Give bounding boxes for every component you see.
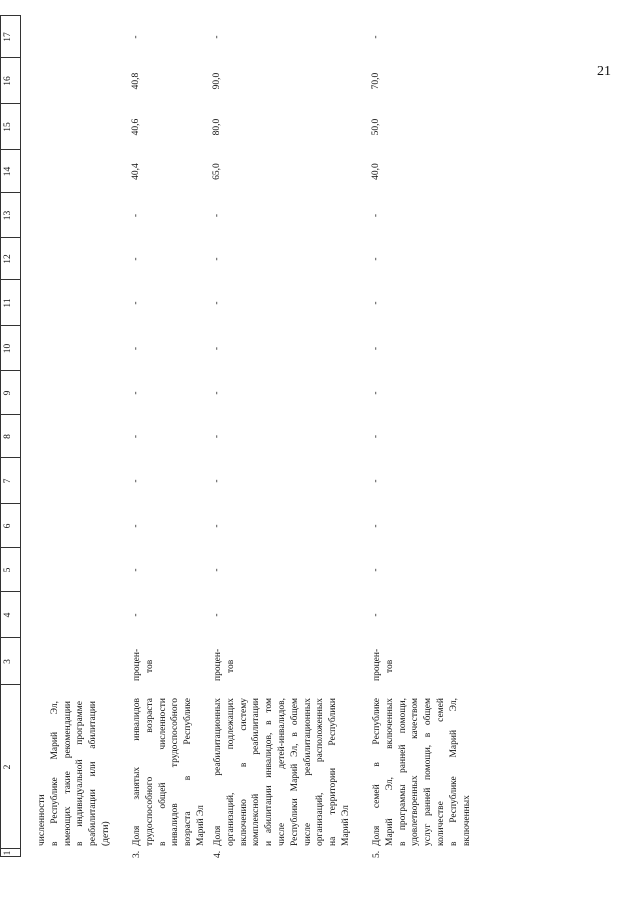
value-cell: 40,4 [131, 163, 141, 180]
unit-line: тов [384, 659, 395, 673]
value-cell: 40,6 [131, 118, 141, 136]
unit-line: процен- [372, 648, 382, 681]
description-line: включенных [461, 795, 472, 846]
unit-of-measure [212, 641, 238, 681]
value-cell: 40,8 [131, 72, 141, 90]
value-cell: - [212, 524, 222, 528]
value-cell: - [212, 479, 222, 483]
page-number: 21 [597, 64, 611, 79]
value-cell: - [212, 434, 222, 439]
column-header-9: 9 [3, 390, 13, 396]
indicator-description [36, 701, 113, 846]
description-line: в Республике Марий Эл, [49, 701, 60, 846]
value-cell: - [131, 35, 141, 39]
unit-line: процен- [213, 648, 223, 681]
description-line: услуг ранней помощи, в общем [423, 698, 434, 846]
value-cell: - [371, 613, 381, 617]
column-header-12: 12 [3, 254, 13, 264]
description-line: Доля реабилитационных [213, 698, 223, 846]
value-cell: 40,0 [371, 163, 381, 180]
description-line: в общей численности [157, 698, 168, 846]
value-cell: 90,0 [212, 72, 222, 90]
unit-line: тов [225, 659, 236, 673]
column-header-5: 5 [3, 567, 13, 573]
unit-of-measure [131, 641, 157, 681]
description-line: в индивидуальной программе [75, 701, 86, 846]
description-line: Марий Эл [195, 805, 206, 846]
description-line: удовлетворенных качеством [410, 698, 421, 846]
unit-of-measure [371, 641, 397, 681]
value-cell: - [131, 213, 141, 218]
value-cell: - [371, 213, 381, 218]
description-line: количестве семей [435, 698, 446, 846]
value-cell: - [371, 434, 381, 439]
value-cell: 80,0 [212, 118, 222, 136]
value-cell: - [371, 301, 381, 305]
value-cell: - [371, 568, 381, 572]
column-header-13: 13 [3, 210, 13, 221]
value-cell: - [212, 35, 222, 39]
column-header-6: 6 [3, 523, 13, 529]
description-line: имеющих такие рекомендации [62, 701, 73, 846]
column-header-8: 8 [3, 434, 13, 439]
value-cell: - [131, 479, 141, 483]
value-cell: - [131, 524, 141, 528]
value-cell: - [371, 257, 381, 261]
row-number: 5. [372, 850, 382, 858]
value-cell: - [131, 346, 141, 351]
description-line: возраста в Республике [183, 698, 194, 846]
description-line: Доля семей в Республике [372, 698, 382, 846]
value-cell: - [371, 35, 381, 39]
value-cell: - [212, 613, 222, 617]
description-line: организаций, расположенных [315, 698, 326, 846]
unit-line: тов [144, 659, 155, 673]
description-line: комплексной реабилитации [251, 698, 262, 846]
description-line: организаций, подлежащих [225, 698, 236, 846]
description-line: числе реабилитационных [302, 698, 313, 846]
value-cell: - [131, 257, 141, 261]
column-header-2: 2 [3, 764, 13, 770]
description-line: на территории Республики [328, 698, 339, 846]
value-cell: - [212, 301, 222, 305]
description-line: Доля занятых инвалидов [132, 698, 142, 846]
description-line: (дети) [100, 821, 111, 846]
value-cell: - [131, 613, 141, 617]
row-number: 3. [132, 850, 142, 858]
row-number: 4. [213, 850, 223, 858]
column-header-11: 11 [3, 298, 13, 308]
value-cell: 65,0 [212, 163, 222, 180]
column-header-15: 15 [3, 122, 13, 132]
value-cell: - [371, 479, 381, 483]
header-row-border [20, 15, 21, 857]
value-cell: - [212, 257, 222, 261]
description-line: реабилитации или абилитации [88, 701, 99, 846]
description-line: Марий Эл [340, 805, 351, 846]
unit-line: процен- [132, 648, 142, 681]
description-line: включению в систему [238, 698, 249, 846]
column-header-1: 1 [3, 850, 13, 856]
indicator-description [371, 698, 473, 846]
value-cell: - [131, 568, 141, 572]
description-line: численности [37, 794, 47, 846]
column-header-4: 4 [3, 612, 13, 618]
table-top-border [0, 15, 1, 857]
value-cell: - [131, 301, 141, 305]
description-line: и абилитации инвалидов, в том [264, 698, 275, 846]
description-line: числе детей-инвалидов, [276, 698, 287, 846]
value-cell: - [371, 391, 381, 395]
column-header-10: 10 [3, 343, 13, 354]
column-header-17: 17 [3, 32, 13, 42]
value-cell: - [131, 391, 141, 395]
value-cell: - [371, 524, 381, 528]
column-header-14: 14 [3, 166, 13, 177]
description-line: Республики Марий Эл, в общем [289, 698, 300, 846]
description-line: инвалидов трудоспособного [170, 698, 181, 846]
description-line: в программы ранней помощи, [397, 698, 408, 846]
value-cell: 70,0 [371, 72, 381, 90]
value-cell: - [131, 434, 141, 439]
column-header-3: 3 [3, 659, 13, 664]
value-cell: - [212, 391, 222, 395]
value-cell: - [212, 346, 222, 351]
value-cell: - [212, 213, 222, 218]
value-cell: - [371, 346, 381, 351]
value-cell: - [212, 568, 222, 572]
description-line: в Республике Марий Эл, [448, 698, 459, 846]
column-header-16: 16 [3, 76, 13, 86]
description-line: трудоспособного возраста [144, 698, 155, 846]
indicator-description [212, 698, 353, 846]
column-header-7: 7 [3, 478, 13, 484]
indicator-description [131, 698, 208, 846]
description-line: Марий Эл, включенных [384, 698, 395, 846]
value-cell: 50,0 [371, 118, 381, 136]
